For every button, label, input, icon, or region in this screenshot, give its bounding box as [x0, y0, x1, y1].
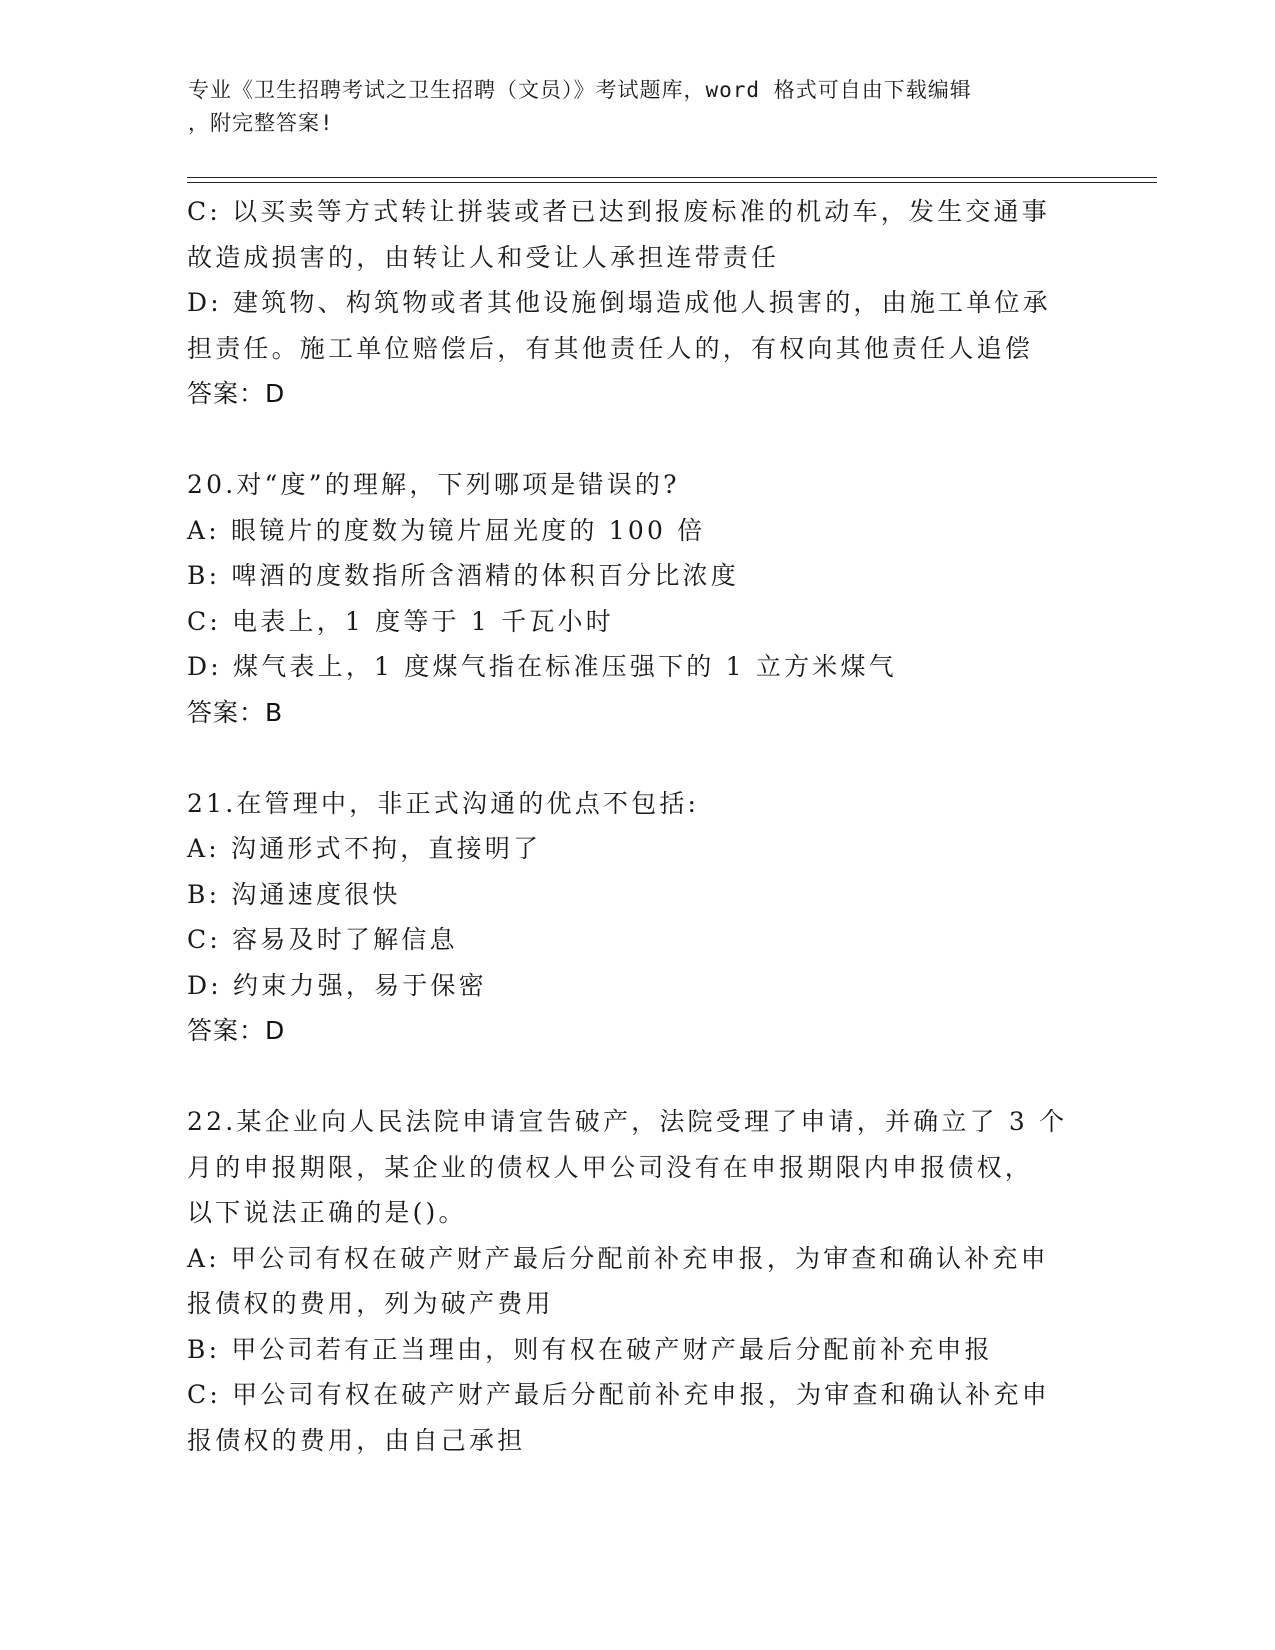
q20-option-c: C: 电表上，1 度等于 1 千瓦小时	[187, 606, 614, 636]
question-21-block	[187, 781, 1087, 1054]
q22-question-line-3: 以下说法正确的是()。	[187, 1198, 467, 1227]
document-body	[187, 189, 1087, 1463]
q21-option-a: A: 沟通形式不拘，直接明了	[187, 834, 542, 863]
document-header	[188, 74, 1068, 140]
question-22-block	[187, 1099, 1087, 1463]
q22-option-b: B: 甲公司若有正当理由，则有权在破产财产最后分配前补充申报	[187, 1334, 993, 1364]
q19-option-d-line-1: D: 建筑物、构筑物或者其他设施倒塌造成他人损害的，由施工单位承	[187, 288, 1051, 317]
q22-option-a-line-1: A: 甲公司有权在破产财产最后分配前补充申报，为审查和确认补充申	[187, 1243, 1049, 1273]
q19-option-c-line-2: 故造成损害的，由转让人和受让人承担连带责任	[187, 242, 780, 272]
spacer	[187, 735, 1087, 781]
header-line-1: 专业《卫生招聘考试之卫生招聘（文员）》考试题库，word 格式可自由下载编辑	[188, 78, 972, 102]
q20-option-b: B: 啤酒的度数指所含酒精的体积百分比浓度	[187, 561, 739, 590]
q22-option-c-line-2: 报债权的费用，由自己承担	[187, 1425, 526, 1455]
q21-option-c: C: 容易及时了解信息	[187, 925, 458, 954]
header-divider-top	[187, 177, 1157, 178]
q21-option-d: D: 约束力强，易于保密	[187, 970, 487, 1000]
q20-answer: 答案：B	[187, 697, 284, 727]
spacer	[187, 1054, 1087, 1100]
question-19-block	[187, 189, 1087, 417]
question-20-block	[187, 462, 1087, 735]
header-line-2: ，附完整答案!	[188, 111, 334, 135]
q20-question: 20.对“度”的理解，下列哪项是错误的?	[187, 470, 680, 499]
q22-option-c-line-1: C: 甲公司有权在破产财产最后分配前补充申报，为审查和确认补充申	[187, 1380, 1050, 1409]
q20-option-a: A: 眼镜片的度数为镜片屈光度的 100 倍	[187, 515, 706, 545]
q22-question-line-1: 22.某企业向人民法院申请宣告破产，法院受理了申请，并确立了 3 个	[187, 1107, 1068, 1136]
q21-option-b: B: 沟通速度很快	[187, 879, 401, 909]
q19-answer: 答案：D	[187, 379, 286, 408]
q19-option-d-line-2: 担责任。施工单位赔偿后，有其他责任人的，有权向其他责任人追偿	[187, 333, 1034, 363]
q21-answer: 答案：D	[187, 1016, 286, 1045]
q19-option-c-line-1: C: 以买卖等方式转让拼装或者已达到报废标准的机动车，发生交通事	[187, 197, 1050, 226]
header-divider-bottom	[187, 182, 1157, 183]
q22-question-line-2: 月的申报期限，某企业的债权人甲公司没有在申报期限内申报债权，	[187, 1152, 1034, 1182]
q20-option-d: D: 煤气表上，1 度煤气指在标准压强下的 1 立方米煤气	[187, 652, 897, 681]
spacer	[187, 417, 1087, 463]
q22-option-a-line-2: 报债权的费用，列为破产费用	[187, 1289, 554, 1318]
q21-question: 21.在管理中，非正式沟通的优点不包括:	[187, 788, 700, 818]
